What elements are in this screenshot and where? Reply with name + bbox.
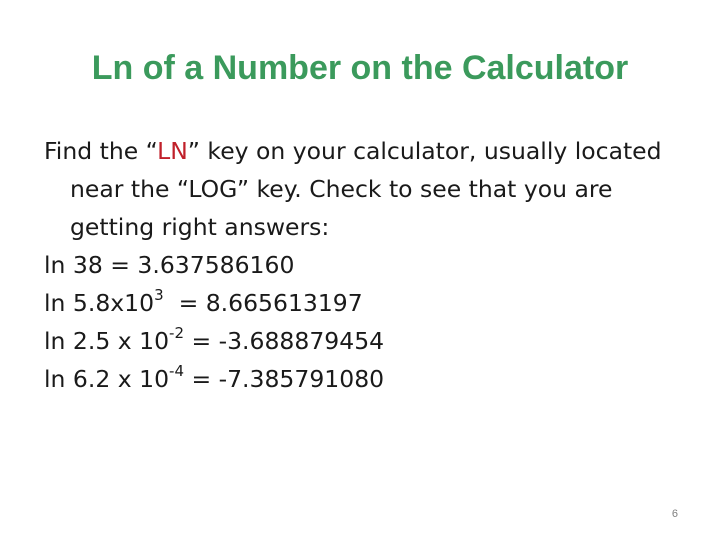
intro-paragraph xyxy=(44,132,684,246)
intro-text-start: Find the “ xyxy=(44,137,158,165)
example-line-3 xyxy=(44,322,684,360)
example-2-exponent: 3 xyxy=(154,286,164,305)
example-2-result: = 8.665613197 xyxy=(163,289,363,317)
example-1-expression: ln 38 = 3.637586160 xyxy=(44,251,295,279)
slide-body xyxy=(44,132,684,398)
example-line-2 xyxy=(44,284,684,322)
example-3-expression: ln 2.5 x 10 xyxy=(44,327,170,355)
example-line-1 xyxy=(44,246,684,284)
example-line-4 xyxy=(44,360,684,398)
example-3-exponent: -2 xyxy=(169,324,184,343)
page-number: 6 xyxy=(671,508,678,520)
example-4-exponent: -4 xyxy=(169,362,184,381)
example-4-result: = -7.385791080 xyxy=(184,365,385,393)
slide-title: Ln of a Number on the Calculator xyxy=(91,49,629,87)
intro-text-end: ” key on your calculator, usually located near the “LOG” key. Check to see that you are getting right answers: xyxy=(70,137,662,241)
ln-key-highlight: LN xyxy=(157,137,188,165)
example-2-expression: ln 5.8x10 xyxy=(44,289,155,317)
example-4-expression: ln 6.2 x 10 xyxy=(44,365,170,393)
example-3-result: = -3.688879454 xyxy=(184,327,385,355)
